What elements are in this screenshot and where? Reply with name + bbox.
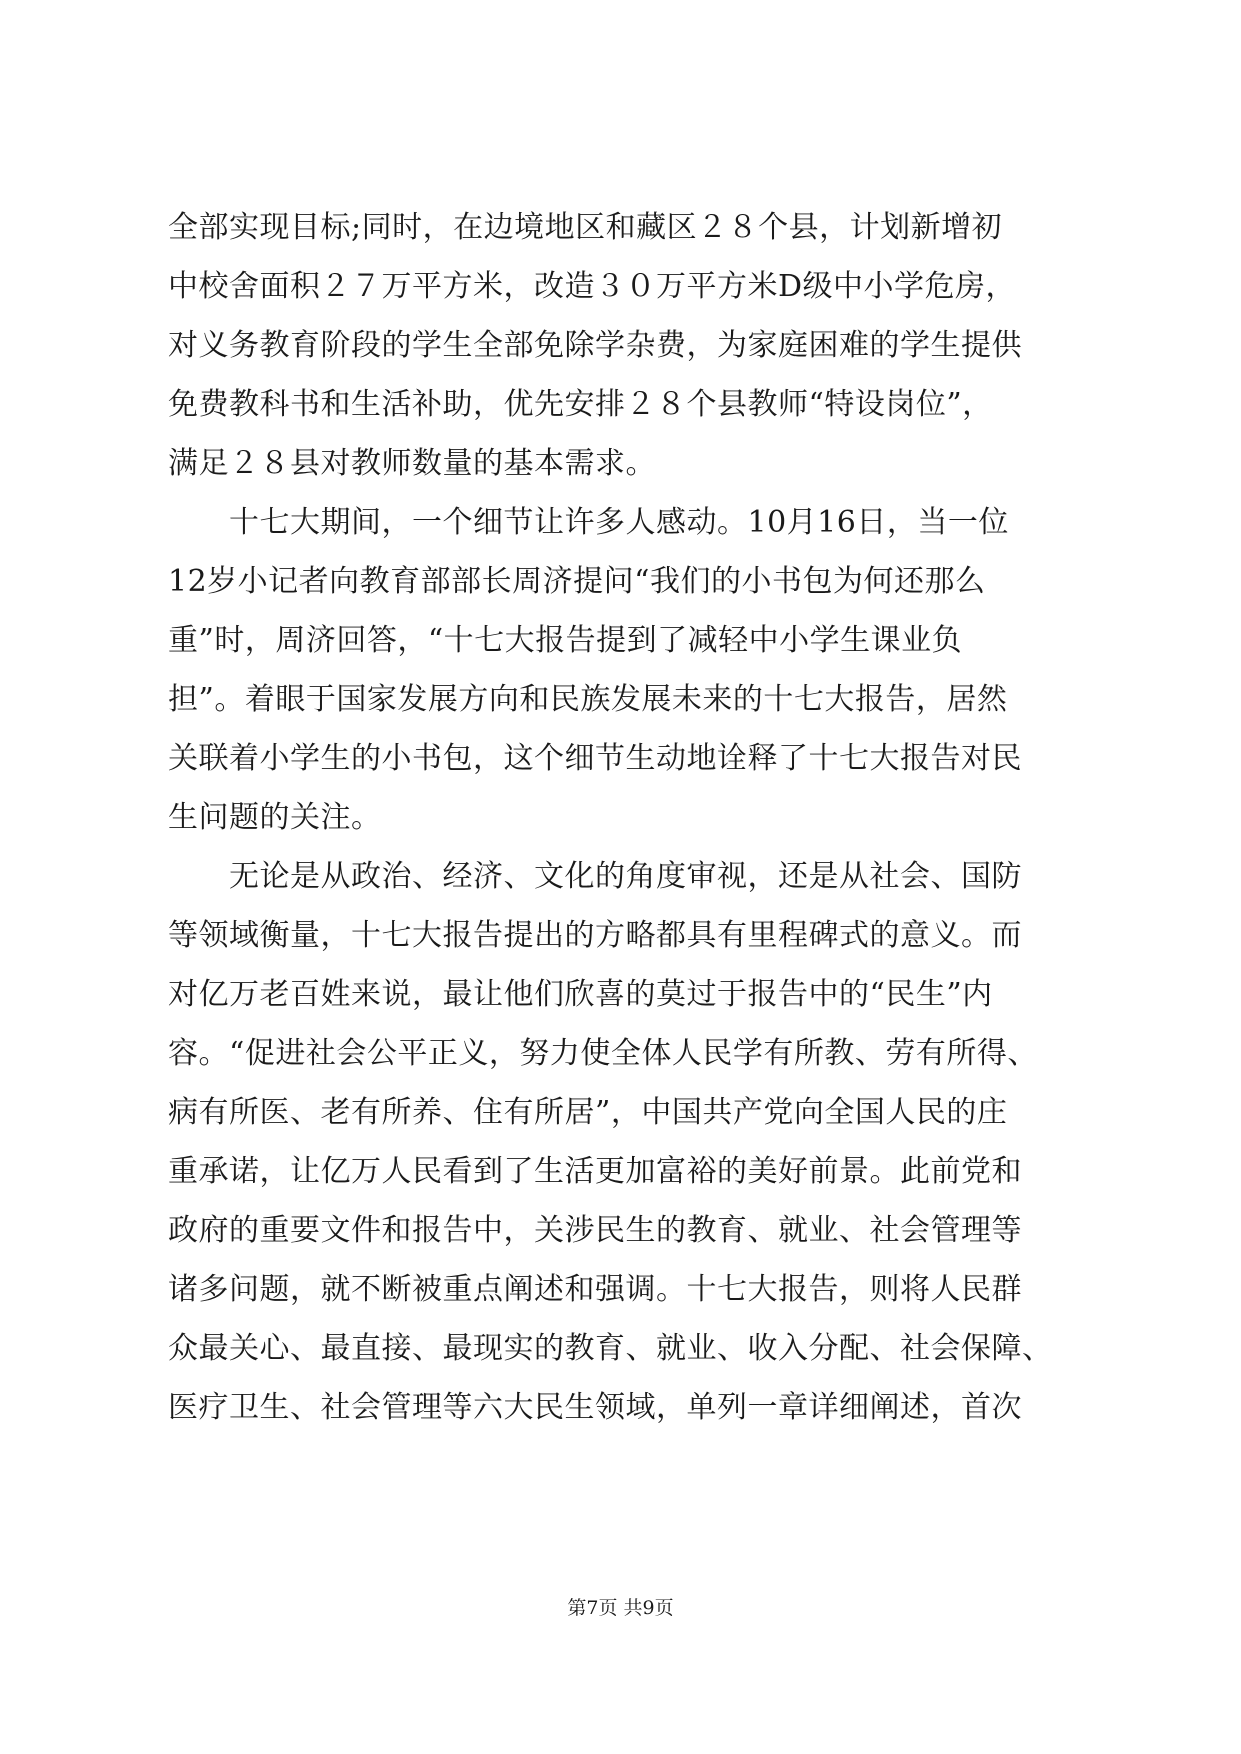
text-line: 等领域衡量，十七大报告提出的方略都具有里程碑式的意义。而 — [168, 918, 1022, 953]
text-line: 对义务教育阶段的学生全部免除学杂费，为家庭困难的学生提供 — [168, 328, 1022, 363]
text-line: 诸多问题，就不断被重点阐述和强调。十七大报告，则将人民群 — [168, 1272, 1022, 1307]
text-line: 满足２８县对教师数量的基本需求。 — [168, 446, 656, 481]
text-line: 十七大期间，一个细节让许多人感动。10月16日，当一位 — [168, 505, 1009, 540]
text-line: 全部实现目标;同时，在边境地区和藏区２８个县，计划新增初 — [168, 210, 1003, 245]
text-line: 对亿万老百姓来说，最让他们欣喜的莫过于报告中的“民生”内 — [168, 977, 993, 1012]
text-line: 担”。着眼于国家发展方向和民族发展未来的十七大报告，居然 — [168, 682, 1008, 717]
text-line: 无论是从政治、经济、文化的角度审视，还是从社会、国防 — [168, 859, 1022, 894]
text-line: 容。“促进社会公平正义，努力使全体人民学有所教、劳有所得、 — [168, 1036, 1038, 1071]
page-footer: 第7页 共9页 — [567, 1597, 674, 1619]
text-line: 政府的重要文件和报告中，关涉民生的教育、就业、社会管理等 — [168, 1213, 1022, 1248]
body-text — [168, 198, 1084, 1437]
text-line: 12岁小记者向教育部部长周济提问“我们的小书包为何还那么 — [168, 564, 986, 599]
text-line: 免费教科书和生活补助，优先安排２８个县教师“特设岗位”， — [168, 387, 993, 422]
text-line: 中校舍面积２７万平方米，改造３０万平方米D级中小学危房， — [168, 269, 1017, 304]
text-line: 重”时，周济回答，“十七大报告提到了减轻中小学生课业负 — [168, 623, 963, 658]
text-line: 重承诺，让亿万人民看到了生活更加富裕的美好前景。此前党和 — [168, 1154, 1022, 1189]
text-line: 医疗卫生、社会管理等六大民生领域，单列一章详细阐述，首次 — [168, 1390, 1022, 1425]
text-line: 病有所医、老有所养、住有所居”，中国共产党向全国人民的庄 — [168, 1095, 1008, 1130]
text-line: 生问题的关注。 — [168, 800, 382, 835]
text-line: 众最关心、最直接、最现实的教育、就业、收入分配、社会保障、 — [168, 1331, 1053, 1366]
text-line: 关联着小学生的小书包，这个细节生动地诠释了十七大报告对民 — [168, 741, 1022, 776]
